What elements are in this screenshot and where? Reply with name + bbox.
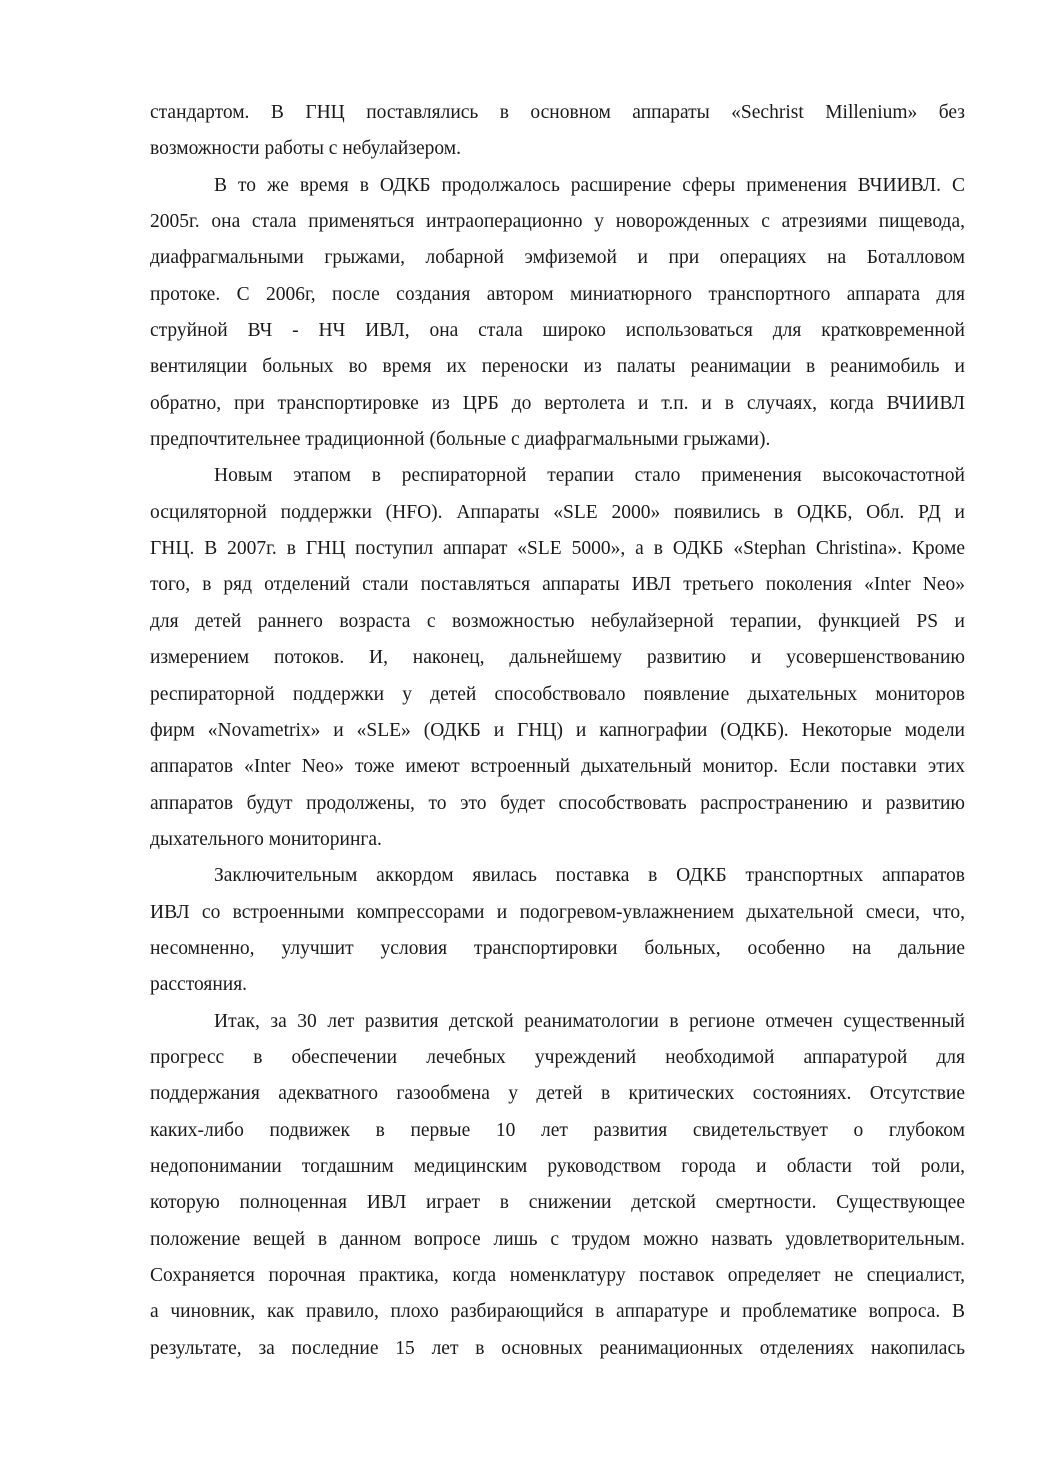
text-line: диафрагмальными грыжами, лобарной эмфиземой и при операциях на Боталловом bbox=[150, 247, 965, 269]
text-line: а чиновник, как правило, плохо разбирающийся в аппаратуре и проблематике вопроса. В bbox=[150, 1301, 965, 1323]
text-line: осциляторной поддержки (HFO). Аппараты «SLE 2000» появились в ОДКБ, Обл. РД и bbox=[150, 501, 965, 523]
text-line: возможности работы с небулайзером. bbox=[150, 138, 462, 160]
text-line: которую полноценная ИВЛ играет в снижении детской смертности. Существующее bbox=[150, 1192, 965, 1214]
text-line: несомненно, улучшит условия транспортировки больных, особенно на дальние bbox=[150, 937, 965, 959]
text-line: респираторной поддержки у детей способствовало появление дыхательных мониторов bbox=[150, 683, 965, 705]
text-line: каких-либо подвижек в первые 10 лет развития свидетельствует о глубоком bbox=[150, 1119, 965, 1141]
text-line: фирм «Novametrix» и «SLE» (ОДКБ и ГНЦ) и капнографии (ОДКБ). Некоторые модели bbox=[150, 719, 965, 741]
text-line: поддержания адекватного газообмена у детей в критических состояниях. Отсутствие bbox=[150, 1083, 965, 1105]
text-line: Итак, за 30 лет развития детской реаниматологии в регионе отмечен существенный bbox=[214, 1010, 965, 1032]
text-line: Новым этапом в респираторной терапии стало применения высокочастотной bbox=[214, 465, 965, 487]
text-line: аппаратов будут продолжены, то это будет способствовать распространению и развитию bbox=[150, 792, 965, 814]
text-line: ИВЛ со встроенными компрессорами и подогревом-увлажнением дыхательной смеси, что, bbox=[150, 901, 965, 923]
document-page bbox=[150, 95, 965, 1367]
text-line: прогресс в обеспечении лечебных учреждений необходимой аппаратурой для bbox=[150, 1046, 965, 1068]
text-line: стандартом. В ГНЦ поставлялись в основном аппараты «Sechrist Millenium» без bbox=[150, 102, 965, 123]
text-line: В то же время в ОДКБ продолжалось расширение сферы применения ВЧИИВЛ. С bbox=[214, 174, 965, 196]
text-line: того, в ряд отделений стали поставляться аппараты ИВЛ третьего поколения «Inter Neo» bbox=[150, 574, 965, 596]
text-line: аппаратов «Inter Neo» тоже имеют встроенный дыхательный монитор. Если поставки этих bbox=[150, 756, 965, 778]
text-line: вентиляции больных во время их переноски из палаты реанимации в реанимобиль и bbox=[150, 356, 965, 378]
text-line: 2005г. она стала применяться интраоперационно у новорожденных с атрезиями пищевода, bbox=[150, 211, 965, 233]
text-line: для детей раннего возраста с возможностью небулайзерной терапии, функцией PS и bbox=[150, 610, 965, 632]
paragraph bbox=[150, 458, 965, 858]
text-line: обратно, при транспортировке из ЦРБ до вертолета и т.п. и в случаях, когда ВЧИИВЛ bbox=[150, 392, 965, 414]
paragraph bbox=[150, 168, 965, 459]
text-line: измерением потоков. И, наконец, дальнейшему развитию и усовершенствованию bbox=[150, 647, 965, 669]
text-line: недопонимании тогдашним медицинским руководством города и области той роли, bbox=[150, 1155, 965, 1177]
text-line: Сохраняется порочная практика, когда номенклатуру поставок определяет не специалист, bbox=[150, 1265, 965, 1286]
text-line: Заключительным аккордом явилась поставка в ОДКБ транспортных аппаратов bbox=[214, 865, 965, 887]
text-line: положение вещей в данном вопросе лишь с трудом можно назвать удовлетворительным. bbox=[150, 1228, 965, 1250]
text-line: ГНЦ. В 2007г. в ГНЦ поступил аппарат «SLE 5000», а в ОДКБ «Stephan Christina». Кроме bbox=[150, 538, 965, 560]
text-line: протоке. С 2006г, после создания автором миниатюрного транспортного аппарата для bbox=[150, 283, 965, 305]
text-line: предпочтительнее традиционной (больные с диафрагмальными грыжами). bbox=[150, 429, 771, 451]
text-line: дыхательного мониторинга. bbox=[150, 828, 382, 850]
text-line: расстояния. bbox=[150, 974, 248, 996]
paragraph bbox=[150, 1004, 965, 1367]
text-line: струйной ВЧ - НЧ ИВЛ, она стала широко использоваться для кратковременной bbox=[150, 320, 965, 342]
paragraph bbox=[150, 95, 965, 168]
paragraph bbox=[150, 858, 965, 1003]
text-line: результате, за последние 15 лет в основных реанимационных отделениях накопилась bbox=[150, 1337, 965, 1359]
